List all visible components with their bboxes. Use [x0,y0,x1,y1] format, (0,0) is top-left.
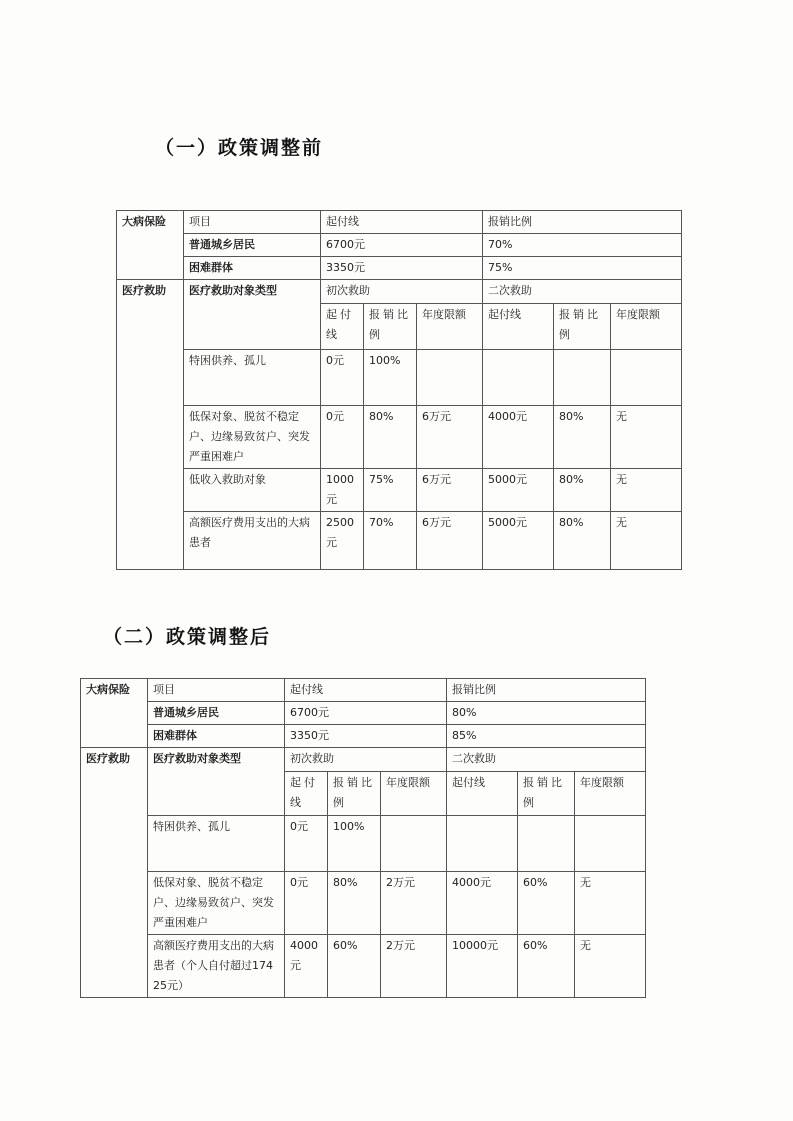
second-ratio-cell: 80% [554,512,611,570]
insurance-label: 大病保险 [81,679,148,748]
second-limit-cell: 无 [611,512,682,570]
aid-label: 医疗救助 [117,280,184,570]
row-name: 低保对象、脱贫不稳定户、边缘易致贫户、突发严重困难户 [148,872,285,935]
first-aid-header: 初次救助 [285,748,447,772]
first-limit-cell: 2万元 [381,872,447,935]
sub-threshold-header: 起付线 [321,304,364,350]
sub-limit-header: 年度限额 [575,772,646,816]
threshold-header: 起付线 [321,211,483,234]
second-threshold-cell: 4000元 [447,872,518,935]
first-aid-header: 初次救助 [321,280,483,304]
table-row [117,280,682,304]
ratio-cell: 85% [447,725,646,748]
section1-title: （一）政策调整前 [155,137,324,159]
second-limit-cell: 无 [611,469,682,512]
first-limit-cell: 6万元 [417,512,483,570]
item-header: 项目 [184,211,321,234]
second-threshold-cell: 5000元 [483,512,554,570]
sub-threshold-header: 起付线 [447,772,518,816]
first-limit-cell: 2万元 [381,935,447,998]
first-ratio-cell: 60% [328,935,381,998]
table-row [81,872,646,935]
sub-ratio-header: 报销比例 [554,304,611,350]
sub-ratio-header: 报销比例 [518,772,575,816]
ratio-cell: 80% [447,702,646,725]
row-name: 普通城乡居民 [148,702,285,725]
sub-ratio-header: 报销比例 [364,304,417,350]
table-row [81,935,646,998]
first-threshold-cell: 0元 [321,350,364,406]
row-name: 特困供养、孤儿 [184,350,321,406]
second-threshold-cell: 10000元 [447,935,518,998]
first-ratio-cell: 80% [328,872,381,935]
aid-label: 医疗救助 [81,748,148,998]
item-header: 项目 [148,679,285,702]
second-threshold-cell: 5000元 [483,469,554,512]
first-limit-cell [381,816,447,872]
second-ratio-cell: 80% [554,406,611,469]
first-limit-cell: 6万元 [417,469,483,512]
second-ratio-cell [554,350,611,406]
first-limit-cell: 6万元 [417,406,483,469]
second-limit-cell: 无 [611,406,682,469]
second-aid-header: 二次救助 [447,748,646,772]
first-ratio-cell: 70% [364,512,417,570]
row-name: 特困供养、孤儿 [148,816,285,872]
second-limit-cell [575,816,646,872]
first-threshold-cell: 2500元 [321,512,364,570]
row-name: 困难群体 [184,257,321,280]
second-ratio-cell [518,816,575,872]
table-row [81,816,646,872]
section2-title: （二）政策调整后 [103,626,272,648]
sub-limit-header: 年度限额 [611,304,682,350]
ratio-header: 报销比例 [447,679,646,702]
table-row [117,350,682,406]
sub-threshold-header: 起付线 [285,772,328,816]
table-row [117,234,682,257]
second-limit-cell [611,350,682,406]
first-ratio-cell: 75% [364,469,417,512]
table-row [81,725,646,748]
first-limit-cell [417,350,483,406]
first-ratio-cell: 100% [364,350,417,406]
table-row [117,469,682,512]
first-ratio-cell: 100% [328,816,381,872]
table-row [117,257,682,280]
sub-ratio-header: 报销比例 [328,772,381,816]
table-row [117,406,682,469]
first-threshold-cell: 1000元 [321,469,364,512]
first-threshold-cell: 0元 [321,406,364,469]
policy-table-before [116,210,682,570]
second-threshold-cell: 4000元 [483,406,554,469]
second-threshold-cell [447,816,518,872]
threshold-cell: 3350元 [321,257,483,280]
row-name: 高额医疗费用支出的大病患者 [184,512,321,570]
insurance-label: 大病保险 [117,211,184,280]
sub-limit-header: 年度限额 [417,304,483,350]
sub-limit-header: 年度限额 [381,772,447,816]
first-ratio-cell: 80% [364,406,417,469]
threshold-header: 起付线 [285,679,447,702]
sub-threshold-header: 起付线 [483,304,554,350]
table-row [81,679,646,702]
first-threshold-cell: 4000元 [285,935,328,998]
second-threshold-cell [483,350,554,406]
row-name: 高额医疗费用支出的大病患者（个人自付超过17425元） [148,935,285,998]
threshold-cell: 6700元 [285,702,447,725]
table-row [117,512,682,570]
second-ratio-cell: 60% [518,872,575,935]
first-threshold-cell: 0元 [285,816,328,872]
ratio-cell: 70% [483,234,682,257]
table-row [117,211,682,234]
second-ratio-cell: 80% [554,469,611,512]
ratio-cell: 75% [483,257,682,280]
policy-table-after [80,678,646,998]
aid-type-header: 医疗救助对象类型 [148,748,285,816]
second-limit-cell: 无 [575,872,646,935]
aid-type-header: 医疗救助对象类型 [184,280,321,350]
second-ratio-cell: 60% [518,935,575,998]
table-row [81,748,646,772]
ratio-header: 报销比例 [483,211,682,234]
threshold-cell: 3350元 [285,725,447,748]
second-limit-cell: 无 [575,935,646,998]
row-name: 低收入救助对象 [184,469,321,512]
row-name: 困难群体 [148,725,285,748]
row-name: 低保对象、脱贫不稳定户、边缘易致贫户、突发严重困难户 [184,406,321,469]
second-aid-header: 二次救助 [483,280,682,304]
table-row [81,702,646,725]
threshold-cell: 6700元 [321,234,483,257]
row-name: 普通城乡居民 [184,234,321,257]
first-threshold-cell: 0元 [285,872,328,935]
